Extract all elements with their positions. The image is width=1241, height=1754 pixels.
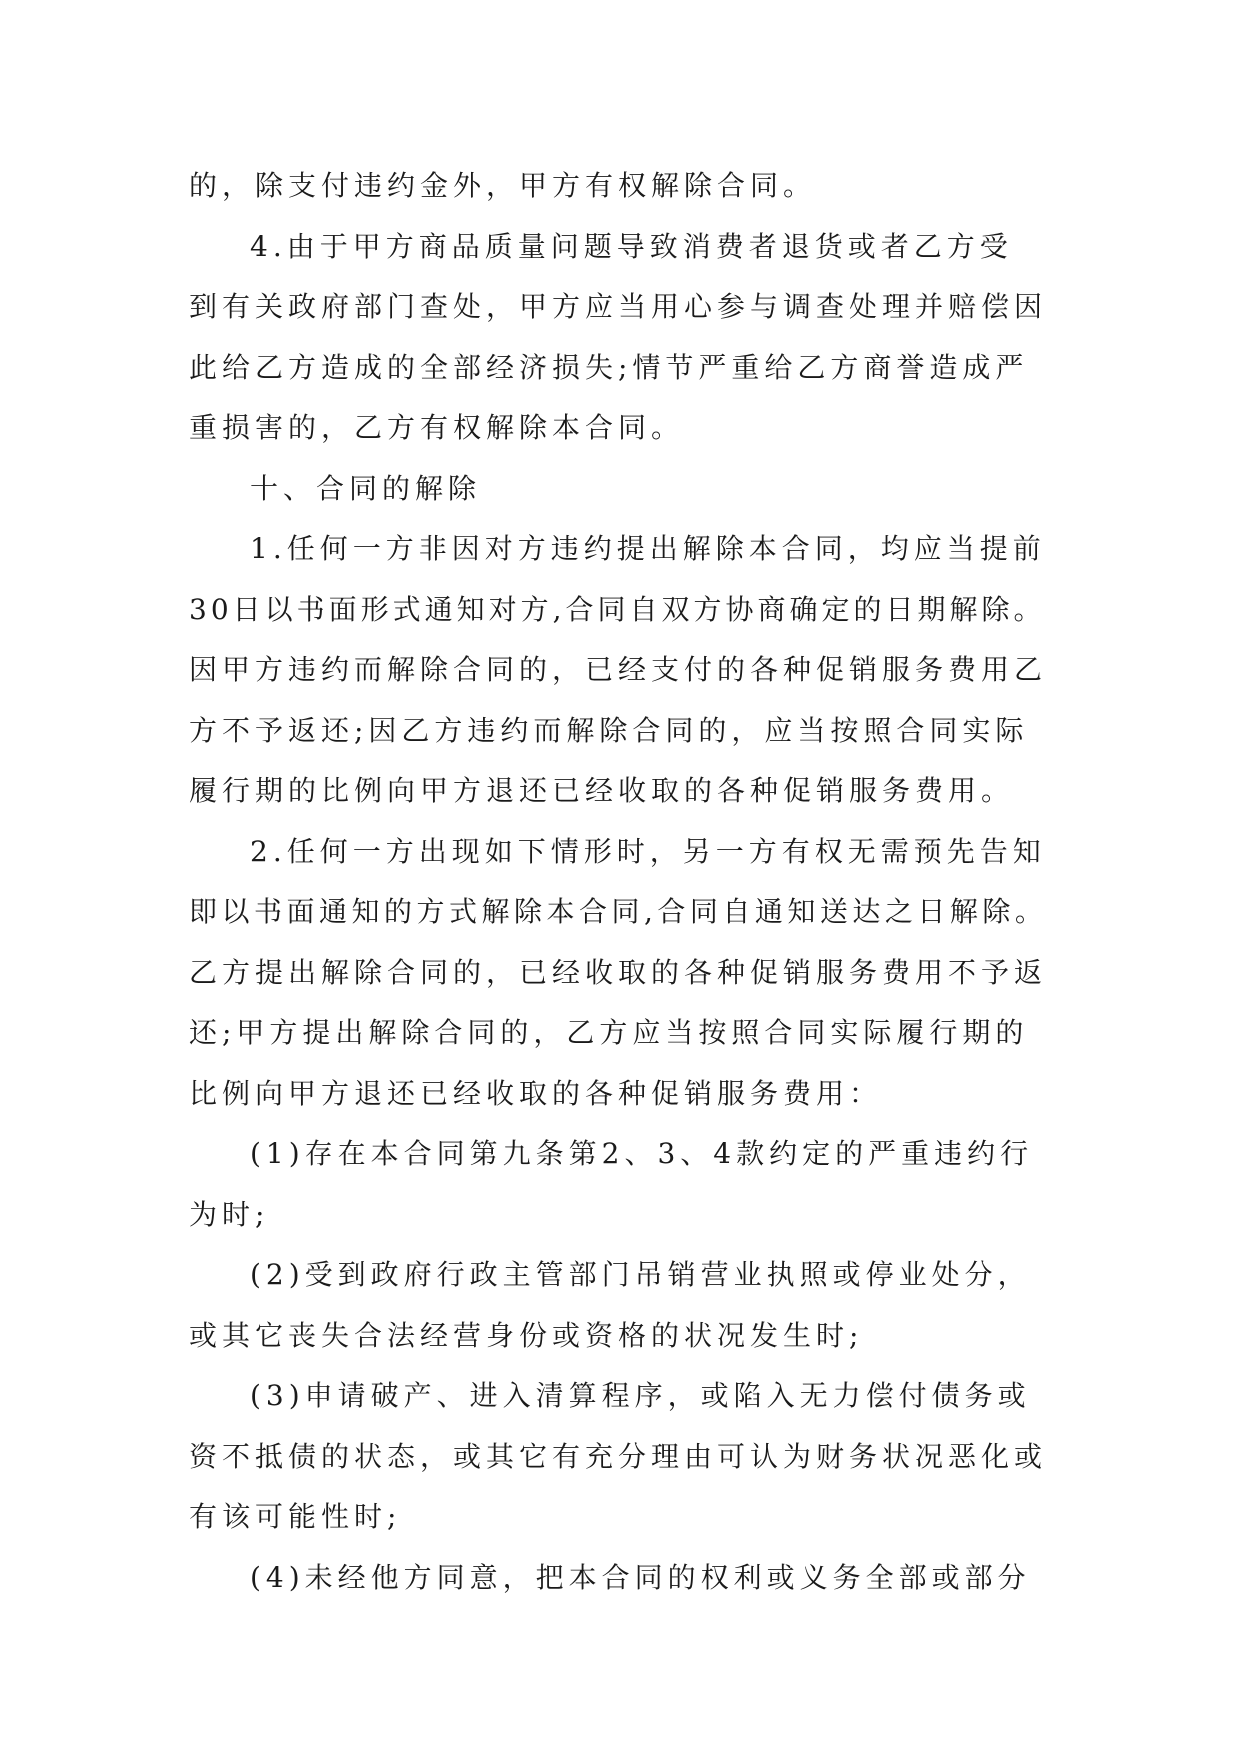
text-line: 十、合同的解除 [250,471,482,505]
text-line: 重损害的，乙方有权解除本合同。 [189,411,685,444]
text-line: 即以书面通知的方式解除本合同,合同自通知送达之日解除。 [189,895,1048,928]
text-line: (2)受到政府行政主管部门吊销营业执照或停业处分， [250,1258,1031,1291]
text-line: 4.由于甲方商品质量问题导致消费者退货或者乙方受 [250,229,1013,263]
text-line: 履行期的比例向甲方退还已经收取的各种促销服务费用。 [189,774,1015,807]
text-line: 到有关政府部门查处，甲方应当用心参与调查处理并赔偿因 [189,290,1048,323]
text-line: 方不予返还;因乙方违约而解除合同的，应当按照合同实际 [189,713,1029,747]
text-line: 2.任何一方出现如下情形时，另一方有权无需预先告知 [250,834,1046,868]
text-line: 资不抵债的状态，或其它有充分理由可认为财务状况恶化或 [189,1439,1048,1473]
text-line: 此给乙方造成的全部经济损失;情节严重给乙方商誉造成严 [189,350,1029,384]
text-line: 因甲方违约而解除合同的，已经支付的各种促销服务费用乙 [189,653,1048,686]
text-line: 比例向甲方退还已经收取的各种促销服务费用： [189,1076,883,1110]
text-line: 还;甲方提出解除合同的，乙方应当按照合同实际履行期的 [189,1016,1029,1049]
text-line: 的，除支付违约金外，甲方有权解除合同。 [189,169,817,202]
text-line: 有该可能性时; [189,1500,402,1533]
text-line: 30日以书面形式通知对方,合同自双方协商确定的日期解除。 [189,592,1046,626]
text-line: (4)未经他方同意，把本合同的权利或义务全部或部分 [250,1560,1031,1594]
text-line: 乙方提出解除合同的，已经收取的各种促销服务费用不予返 [189,955,1048,989]
text-line: 为时; [189,1197,270,1231]
text-line: (1)存在本合同第九条第2、3、4款约定的严重违约行 [250,1137,1034,1170]
text-line: 或其它丧失合法经营身份或资格的状况发生时; [189,1318,864,1352]
document-body [189,156,1059,1608]
text-line: 1.任何一方非因对方违约提出解除本合同，均应当提前 [250,532,1046,565]
text-line: (3)申请破产、进入清算程序，或陷入无力偿付债务或 [250,1379,1031,1412]
